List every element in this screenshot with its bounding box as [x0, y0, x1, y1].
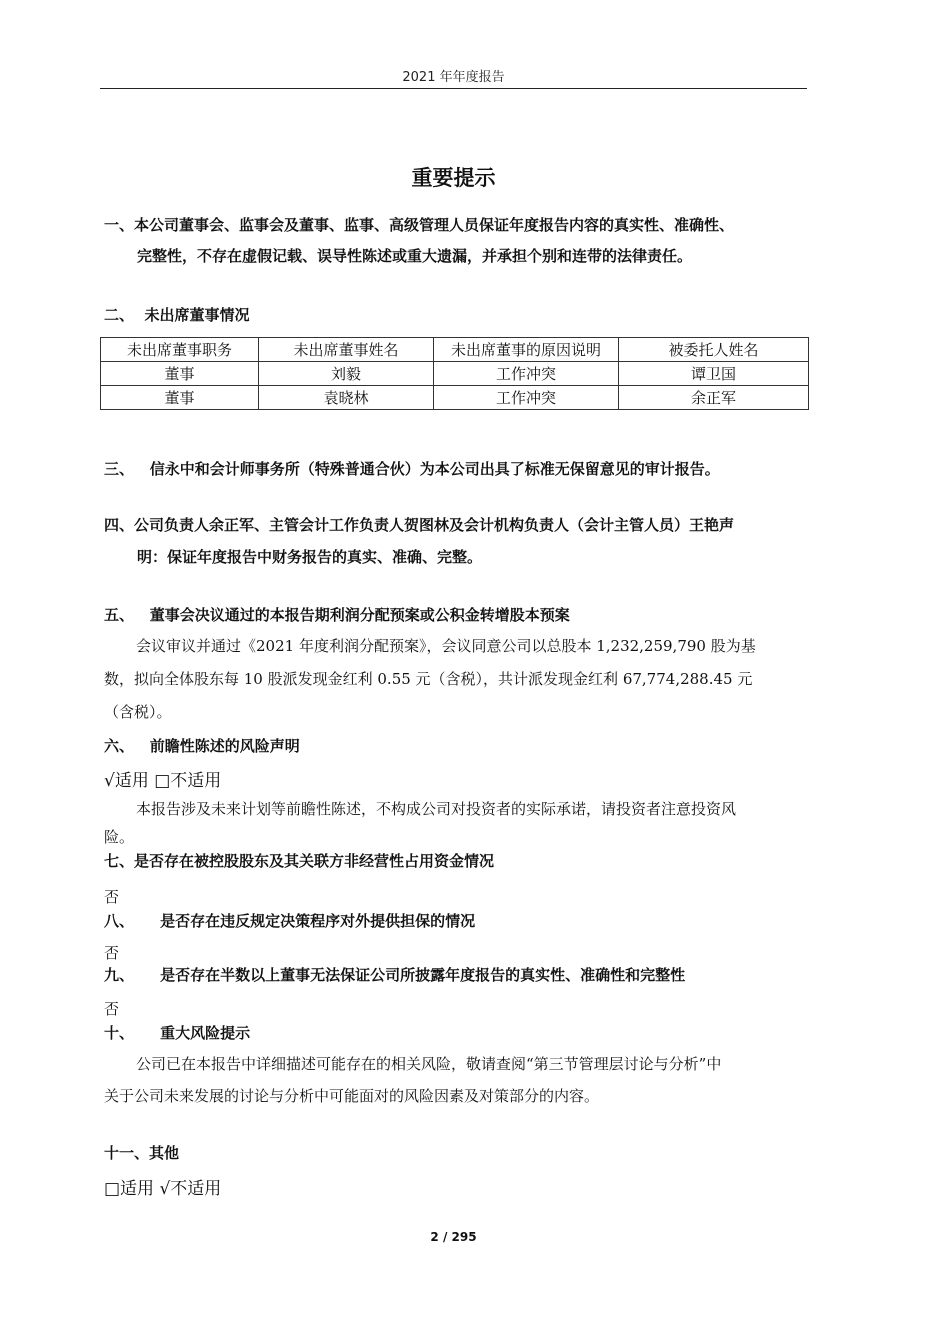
- section-10-body-line2: 关于公司未来发展的讨论与分析中可能面对的风险因素及对策部分的内容。: [104, 1087, 600, 1105]
- section-10-heading: [104, 1022, 250, 1043]
- section-4-number: 四、: [104, 516, 135, 534]
- section-1-heading: [104, 214, 734, 235]
- section-6-body-line2: 险。: [104, 828, 135, 846]
- table-header-cell: 未出席董事姓名: [259, 338, 434, 362]
- section-9-answer: 否: [104, 1000, 120, 1018]
- section-4-heading: [104, 514, 734, 535]
- section-10-title: 重大风险提示: [160, 1024, 251, 1042]
- section-5-body-line1: 会议审议并通过《2021 年度利润分配预案》，会议同意公司以总股本 1,232,259,790 股为基: [136, 637, 756, 655]
- section-10-body-line1: 公司已在本报告中详细描述可能存在的相关风险，敬请查阅“第三节管理层讨论与分析”中: [136, 1055, 722, 1073]
- section-3-number: 三、: [104, 460, 135, 478]
- table-cell: 刘毅: [259, 362, 434, 386]
- section-4-line1: 公司负责人余正军、主管会计工作负责人贺图林及会计机构负责人（会计主管人员）王艳声: [134, 516, 735, 534]
- section-1-line1: 本公司董事会、监事会及董事、监事、高级管理人员保证年度报告内容的真实性、准确性、: [134, 216, 735, 234]
- section-3-heading: [104, 458, 720, 479]
- section-11-number: 十一、: [104, 1144, 150, 1162]
- absent-directors-table: [100, 337, 809, 410]
- section-7-answer: 否: [104, 888, 120, 906]
- section-11-applicability: □适用 √不适用: [104, 1179, 222, 1199]
- section-8-number: 八、: [104, 912, 135, 930]
- table-header-cell: 未出席董事的原因说明: [434, 338, 619, 362]
- section-1-number: 一、: [104, 216, 135, 234]
- header-divider: [100, 88, 807, 89]
- section-2-number: 二、: [104, 306, 135, 324]
- section-6-applicability: √适用 □不适用: [104, 771, 222, 791]
- section-5-title: 董事会决议通过的本报告期利润分配预案或公积金转增股本预案: [149, 606, 570, 624]
- section-4-line2: 明：保证年度报告中财务报告的真实、准确、完整。: [137, 548, 483, 566]
- section-7-title: 是否存在被控股股东及其关联方非经营性占用资金情况: [134, 852, 495, 870]
- running-header: 2021 年年度报告: [402, 70, 505, 85]
- table-row: [101, 362, 809, 386]
- table-header-cell: 未出席董事职务: [101, 338, 259, 362]
- section-7-heading: [104, 850, 494, 871]
- section-1-line2: 完整性，不存在虚假记载、误导性陈述或重大遗漏，并承担个别和连带的法律责任。: [137, 247, 693, 265]
- section-5-body-line2: 数，拟向全体股东每 10 股派发现金红利 0.55 元（含税），共计派发现金红利 67,774,288.45 元: [104, 670, 753, 688]
- section-8-title: 是否存在违反规定决策程序对外提供担保的情况: [160, 912, 476, 930]
- table-cell: 董事: [101, 362, 259, 386]
- table-row: [101, 386, 809, 410]
- section-9-title: 是否存在半数以上董事无法保证公司所披露年度报告的真实性、准确性和完整性: [160, 966, 686, 984]
- section-2-heading: [104, 304, 249, 325]
- page-number: 2 / 295: [430, 1230, 477, 1244]
- table-cell: 谭卫国: [619, 362, 809, 386]
- section-10-number: 十、: [104, 1024, 135, 1042]
- section-9-number: 九、: [104, 966, 135, 984]
- table-cell: 工作冲突: [434, 386, 619, 410]
- table-cell: 董事: [101, 386, 259, 410]
- table-header-row: [101, 338, 809, 362]
- section-5-number: 五、: [104, 606, 135, 624]
- section-3-text: 信永中和会计师事务所（特殊普通合伙）为本公司出具了标准无保留意见的审计报告。: [149, 460, 720, 478]
- table-cell: 袁晓林: [259, 386, 434, 410]
- section-6-body-line1: 本报告涉及未来计划等前瞻性陈述，不构成公司对投资者的实际承诺，请投资者注意投资风: [136, 800, 737, 818]
- section-6-number: 六、: [104, 737, 135, 755]
- section-5-heading: [104, 604, 570, 625]
- table-cell: 工作冲突: [434, 362, 619, 386]
- section-6-title: 前瞻性陈述的风险声明: [149, 737, 300, 755]
- section-11-title: 其他: [149, 1144, 180, 1162]
- section-6-heading: [104, 735, 300, 756]
- section-2-title: 未出席董事情况: [144, 306, 250, 324]
- section-11-heading: [104, 1142, 179, 1163]
- section-9-heading: [104, 964, 685, 985]
- section-8-answer: 否: [104, 944, 120, 962]
- section-7-number: 七、: [104, 852, 135, 870]
- page-title: 重要提示: [411, 166, 496, 190]
- section-8-heading: [104, 910, 475, 931]
- section-5-body-line3: （含税）。: [104, 703, 172, 721]
- table-cell: 余正军: [619, 386, 809, 410]
- table-header-cell: 被委托人姓名: [619, 338, 809, 362]
